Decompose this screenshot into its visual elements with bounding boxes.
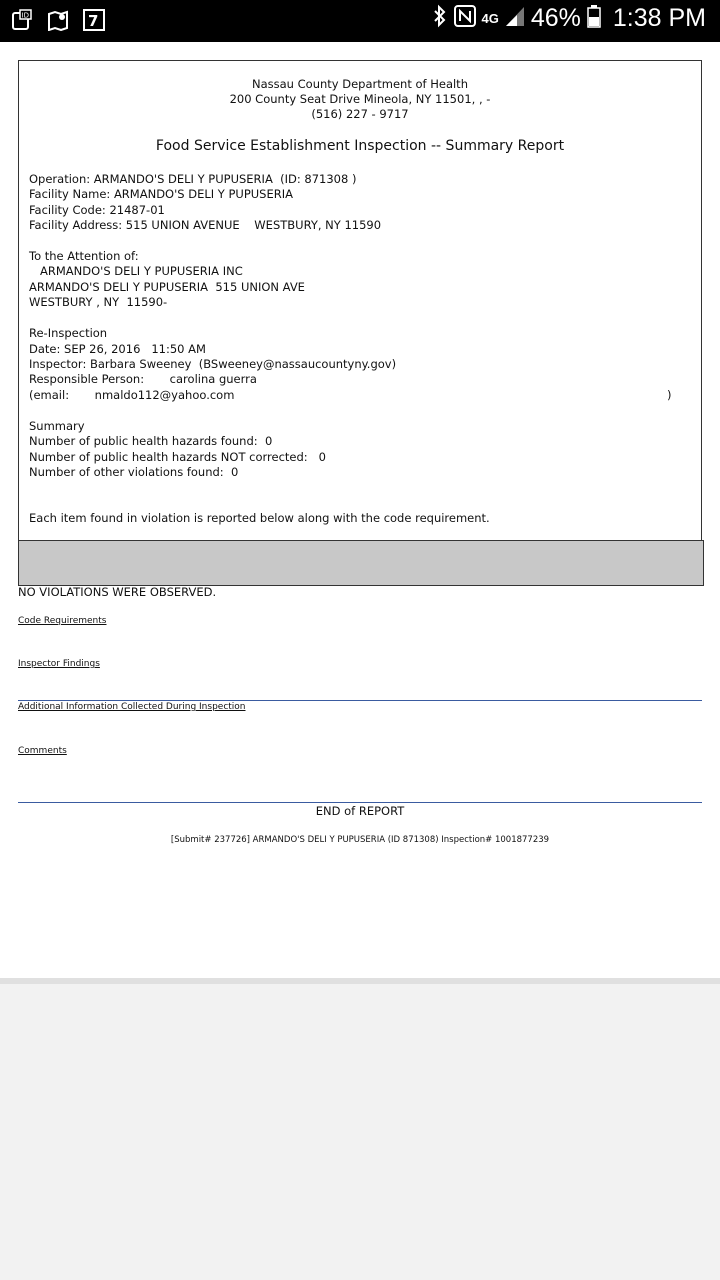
battery-icon [587,4,601,33]
divider [18,700,702,701]
attention-city: WESTBURY , NY 11590- [29,295,168,309]
system-status [432,4,707,33]
attention-company: ARMANDO'S DELI Y PUPUSERIA INC [40,264,243,278]
summary-label: Summary [29,419,85,433]
report-title: Food Service Establishment Inspection -- Summary Report [155,138,565,154]
additional-info-heading: Additional Information Collected During Inspection [18,702,246,712]
inspector-findings-heading: Inspector Findings [18,659,100,669]
agency-phone: (516) 227 - 9717 [311,107,409,121]
operation-line: Operation: ARMANDO'S DELI Y PUPUSERIA (ID: 871308 ) [29,172,357,186]
email-close-paren: ) [667,388,672,402]
report-footer: [Submit# 237726] ARMANDO'S DELI Y PUPUSERIA (ID 871308) Inspection# 1001877239 [170,835,550,845]
svg-text:7: 7 [88,12,99,30]
agency-address: 200 County Seat Drive Mineola, NY 11501, , - [229,92,491,106]
responsible-email: (email: nmaldo112@yahoo.com [29,388,235,402]
facility-name: Facility Name: ARMANDO'S DELI Y PUPUSERIA [29,187,293,201]
facility-address: Facility Address: 515 UNION AVENUE WESTBURY, NY 11590 [29,218,382,232]
maps-icon [46,8,70,32]
responsible-person: Responsible Person: carolina guerra [29,372,257,386]
no-violations-text: NO VIOLATIONS WERE OBSERVED. [18,585,217,599]
notification-icons [10,8,106,32]
inspection-type: Re-Inspection [29,326,108,340]
violation-note: Each item found in violation is reported below along with the code requirement. [29,511,490,525]
clock: 1:38 PM [612,4,706,32]
end-of-report: END of REPORT [315,804,405,818]
empty-viewer-area [0,978,720,1280]
inspection-date: Date: SEP 26, 2016 11:50 AM [29,342,206,356]
network-type: 4G [481,11,499,26]
id-icon [10,8,34,32]
signal-icon [505,5,525,32]
code-requirements-heading: Code Requirements [18,616,107,626]
divider [18,802,702,803]
violations-header-bar [18,540,704,586]
svg-text:ID: ID [21,11,29,20]
report-page [0,42,720,978]
report-header-box [18,60,702,584]
attention-label: To the Attention of: [29,249,139,263]
summary-hazards: Number of public health hazards found: 0 [29,434,273,448]
agency-name: Nassau County Department of Health [252,77,468,91]
summary-not-corrected: Number of public health hazards NOT corrected: 0 [29,450,326,464]
summary-other: Number of other violations found: 0 [29,465,239,479]
attention-street: ARMANDO'S DELI Y PUPUSERIA 515 UNION AVE [29,280,305,294]
bluetooth-icon [432,4,448,33]
battery-percent: 46% [530,4,581,32]
facility-code: Facility Code: 21487-01 [29,203,165,217]
inspector: Inspector: Barbara Sweeney (BSweeney@nassaucountyny.gov) [29,357,397,371]
status-bar [0,0,720,42]
comments-heading: Comments [18,746,67,756]
seven-eleven-icon [82,8,106,32]
nfc-icon [454,4,476,33]
